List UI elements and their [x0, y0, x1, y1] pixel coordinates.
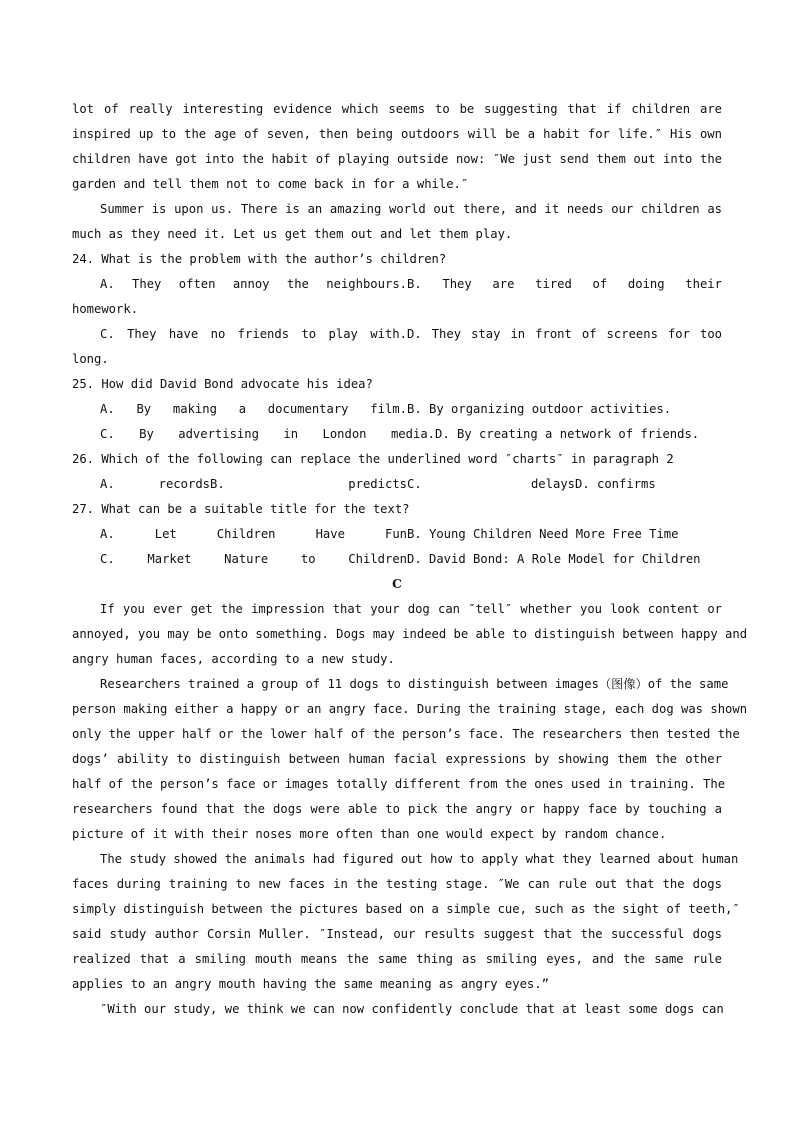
text-line: If you ever get the impression that your dog can ″tell″ whether you look content or	[100, 602, 722, 616]
text-line: children have got into the habit of playing outside now: ″We just send them out into the	[72, 152, 722, 166]
option-d: D. confirms	[575, 477, 656, 491]
text-line: person making either a happy or an angry face. During the training stage, each dog was shown	[72, 702, 748, 716]
option-row	[72, 547, 722, 572]
paragraph-c-3	[72, 847, 740, 997]
text-line: said study author Corsin Muller. ″Instead, our results suggest that the successful dogs	[72, 927, 722, 941]
option-c: C. Market Nature to Children	[100, 552, 407, 566]
paragraph-c-1	[72, 597, 748, 672]
question-24	[72, 247, 722, 372]
option-a: A. Let Children Have Fun	[100, 527, 407, 541]
section-heading: C	[392, 577, 402, 591]
option-a: A. They often annoy the neighbours.	[100, 277, 407, 291]
text-line: applies to an angry mouth having the same meaning as angry eyes.”	[72, 977, 549, 991]
text-line: researchers found that the dogs were able to pick the angry or happy face by touching a	[72, 802, 722, 816]
option-b: B. Young Children Need More Free Time	[407, 527, 679, 541]
text-line: faces during training to new faces in the testing stage. ″We can rule out that the dogs	[72, 877, 722, 891]
option-row	[72, 522, 722, 547]
question-27	[72, 497, 722, 572]
option-b: B. By organizing outdoor activities.	[407, 402, 672, 416]
option-c: C. By advertising in London media.	[100, 427, 435, 441]
paragraph-section-a-end-1	[72, 97, 722, 197]
option-row	[72, 397, 722, 422]
text-line: ″With our study, we think we can now confidently conclude that at least some dogs can	[100, 1002, 724, 1016]
text-line: annoyed, you may be onto something. Dogs may indeed be able to distinguish between happy and	[72, 627, 748, 641]
text-line: Summer is upon us. There is an amazing world out there, and it needs our children as	[100, 202, 722, 216]
option-d: D. They stay in front of screens for too	[407, 327, 722, 341]
option-row	[72, 322, 722, 347]
question-26	[72, 447, 722, 497]
option-c: C. delays	[407, 477, 575, 491]
text-line: dogs’ ability to distinguish between human facial expressions by showing them the other	[72, 752, 722, 766]
question-stem: 26. Which of the following can replace the underlined word ″charts″ in paragraph 2	[72, 452, 674, 466]
text-line: lot of really interesting evidence which seems to be suggesting that if children are	[72, 102, 722, 116]
text-line: inspired up to the age of seven, then being outdoors will be a habit for life.″ His own	[72, 127, 722, 141]
question-stem: 25. How did David Bond advocate his idea?	[72, 377, 373, 391]
text-line: only the upper half or the lower half of the person’s face. The researchers then tested the	[72, 727, 740, 741]
question-stem: 27. What can be a suitable title for the text?	[72, 502, 410, 516]
paragraph-c-4	[72, 997, 722, 1022]
text-line: simply distinguish between the pictures based on a simple cue, such as the sight of teeth,″	[72, 902, 740, 916]
option-row	[72, 422, 722, 447]
option-d-continued: long.	[72, 352, 109, 366]
option-b: B. They are tired of doing their	[407, 277, 722, 291]
option-c: C. They have no friends to play with.	[100, 327, 407, 341]
text-line: Researchers trained a group of 11 dogs to distinguish between images（图像）of the same	[100, 677, 729, 691]
text-line: The study showed the animals had figured out how to apply what they learned about human	[100, 852, 739, 866]
option-d: D. By creating a network of friends.	[435, 427, 700, 441]
paragraph-section-a-end-2	[72, 197, 722, 247]
text-line: realized that a smiling mouth means the same thing as smiling eyes, and the same rule	[72, 952, 722, 966]
text-line: half of the person’s face or images totally different from the ones used in training. The	[72, 777, 726, 791]
option-a: A. By making a documentary film.	[100, 402, 407, 416]
text-line: angry human faces, according to a new study.	[72, 652, 395, 666]
question-stem: 24. What is the problem with the author’s children?	[72, 252, 447, 266]
option-row	[72, 272, 722, 297]
option-row	[72, 472, 722, 497]
option-a: A. records	[100, 477, 210, 491]
option-b-continued: homework.	[72, 302, 139, 316]
document-page	[72, 97, 748, 1022]
option-d: D. David Bond: A Role Model for Children	[407, 552, 701, 566]
paragraph-c-2	[72, 672, 748, 847]
text-line: garden and tell them not to come back in for a while.″	[72, 177, 469, 191]
text-line: much as they need it. Let us get them out and let them play.	[72, 227, 513, 241]
option-b: B. predicts	[210, 477, 407, 491]
question-25	[72, 372, 722, 447]
text-line: picture of it with their noses more often than one would expect by random chance.	[72, 827, 667, 841]
